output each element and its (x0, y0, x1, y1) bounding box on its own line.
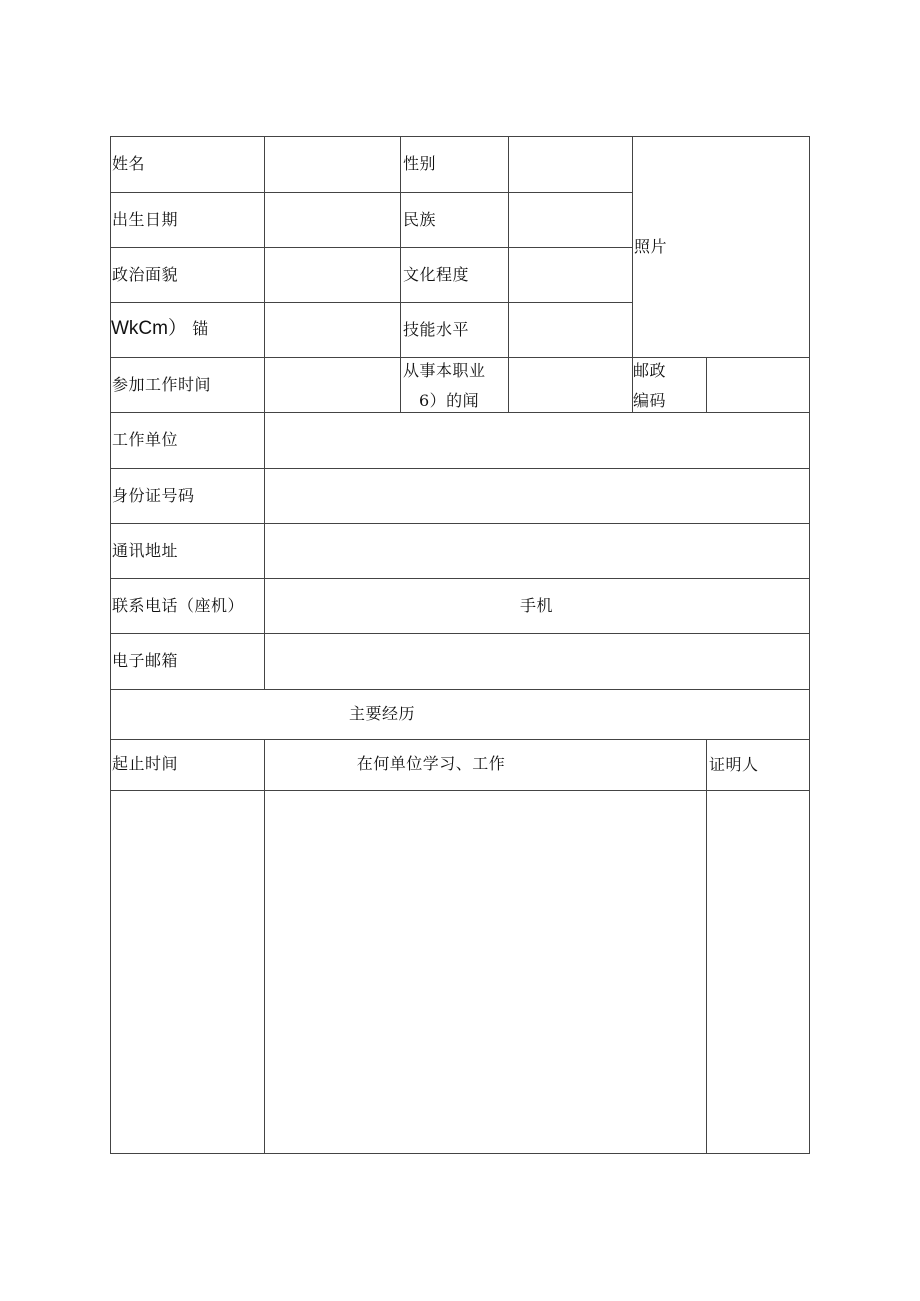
gender-label: 性别 (403, 154, 437, 173)
name-label: 姓名 (112, 154, 146, 173)
landline-field[interactable] (265, 579, 515, 633)
birth-date-label: 出生日期 (112, 210, 179, 229)
occupation-years-field[interactable] (509, 358, 632, 412)
work-start-field[interactable] (265, 358, 400, 412)
experience-witness-field[interactable] (707, 791, 809, 1153)
skill-level-field[interactable] (509, 303, 632, 357)
email-label: 电子邮箱 (112, 651, 179, 670)
mobile-field[interactable] (560, 579, 809, 633)
postal-code-label-line2: 编码 (633, 391, 667, 410)
occupation-years-label-line1: 从事本职业 (403, 361, 486, 380)
id-number-field[interactable] (265, 469, 809, 523)
landline-label: 联系电话（座机） (112, 596, 245, 615)
grid-line (110, 689, 810, 690)
gender-field[interactable] (509, 137, 632, 192)
address-label: 通讯地址 (112, 541, 179, 560)
postal-code-label-line1: 邮政 (633, 361, 667, 380)
employer-field[interactable] (265, 413, 809, 468)
experience-period-field[interactable] (111, 791, 264, 1153)
grid-line (110, 357, 810, 358)
birth-date-field[interactable] (265, 193, 400, 247)
period-header: 起止时间 (112, 754, 179, 773)
row4-label-cjk: 锚 (192, 319, 209, 338)
grid-line (110, 739, 810, 740)
grid-line (110, 1153, 810, 1154)
political-status-field[interactable] (265, 248, 400, 302)
political-status-label: 政治面貌 (112, 265, 179, 284)
experience-institution-field[interactable] (265, 791, 706, 1153)
email-field[interactable] (265, 634, 809, 689)
photo-label: 照片 (634, 237, 668, 256)
address-field[interactable] (265, 524, 809, 578)
education-label: 文化程度 (403, 265, 470, 284)
grid-line (400, 136, 401, 412)
postal-code-field[interactable] (707, 358, 809, 412)
mobile-label: 手机 (520, 596, 554, 615)
work-start-label: 参加工作时间 (112, 375, 212, 394)
ethnicity-field[interactable] (509, 193, 632, 247)
education-field[interactable] (509, 248, 632, 302)
ethnicity-label: 民族 (403, 210, 437, 229)
employer-label: 工作单位 (112, 430, 179, 449)
grid-line (809, 136, 810, 1154)
row4-field[interactable] (265, 303, 400, 357)
photo-area[interactable] (633, 137, 809, 357)
row4-label-latin: WkCm） (111, 318, 187, 339)
witness-header: 证明人 (709, 755, 759, 774)
name-field[interactable] (265, 137, 400, 192)
registration-form (110, 136, 810, 1154)
skill-level-label: 技能水平 (403, 320, 470, 339)
row4-label (111, 320, 208, 338)
experience-section-title: 主要经历 (348, 704, 416, 723)
institution-header: 在何单位学习、工作 (356, 754, 506, 773)
occupation-years-label-line2: 6）的闻 (419, 391, 480, 410)
id-number-label: 身份证号码 (112, 486, 195, 505)
